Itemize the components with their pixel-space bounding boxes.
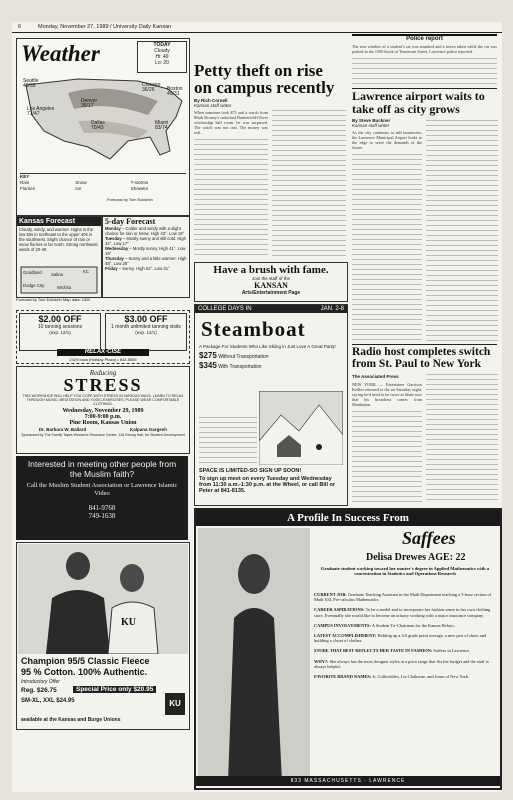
muslim-phone-1: 841-9768 xyxy=(88,504,116,512)
fleece-title: Champion 95/5 Classic Fleece xyxy=(21,656,150,666)
page-number: 6 xyxy=(18,24,22,30)
steamboat-price2: $345 With Transportation xyxy=(199,361,262,370)
profile-item: CAMPUS INVOLVEMENTS: A Student Tri-Chairman for the Kansas Relays. xyxy=(314,622,455,628)
ks-salina: Salina xyxy=(51,272,63,277)
brush-line3: Arts/Entertainment Page xyxy=(241,290,301,296)
weather-credit: Forecast by Tom Eckstein xyxy=(107,197,153,202)
fleece-footer: available at the Kansas and Burge Unions xyxy=(21,717,121,723)
today-high: Hi: 49 xyxy=(155,54,169,60)
sweatshirt-logo: KU xyxy=(121,617,136,628)
key-tstorms: T-storms xyxy=(130,180,149,185)
coupon-1-detail: 10 tanning sessions xyxy=(37,324,83,330)
steamboat-price1: $275 Without Transportation xyxy=(199,351,269,360)
steamboat-info: To sign up meet on every Tuesday and Wednesday from 11:30 a.m.-1:30 p.m. at the Wheel, or call Bill or Peter at 841-8135. xyxy=(199,476,336,494)
city-los-angeles: Los Angeles 71/47 xyxy=(27,106,55,117)
key-flurries: Flurries xyxy=(20,186,36,191)
model-2-sweatshirt xyxy=(108,602,158,654)
tanning-coupon-ad xyxy=(16,310,190,364)
page-header xyxy=(12,22,502,33)
saffees-profile-ad xyxy=(194,508,502,790)
steamboat-banner: COLLEGE DAYS IN JAN. 2-8 xyxy=(195,305,347,313)
radio-divider xyxy=(352,344,497,345)
ku-badge: KU xyxy=(165,693,185,715)
model-dress xyxy=(228,608,282,782)
forecast-day: Wednesday – Mostly sunny. High 41°. Low 19° xyxy=(105,246,186,256)
coupon-2-offer: $3.00 OFF xyxy=(124,314,168,324)
stress-date: Wednesday, November 29, 1989 xyxy=(62,407,144,414)
stress-time: 7:00-9:00 p.m. xyxy=(84,413,122,420)
coupon-2-detail: 1 month unlimited tanning visits xyxy=(111,324,181,330)
fleece-special: Introductory Offer xyxy=(21,679,60,685)
five-day-list xyxy=(103,226,189,271)
kansas-forecast-title: Kansas Forecast xyxy=(17,217,101,226)
kansas-forecast-text: Cloudy, windy, and warmer. Highs in the low 50s in northeast to the upper 40s in the southwest. Slight chance of rain or snow flurries in far north. Strong northwest winds of 20-40. xyxy=(19,227,98,252)
airport-byline: By Steve Buckner Kansan staff writer xyxy=(352,118,391,128)
profile-item: STORE THAT BEST REFLECTS HER TASTE IN FASHION: Saffees in Lawrence. xyxy=(314,648,471,654)
city-seattle: Seattle 46/33 xyxy=(23,78,39,89)
saffees-address: 833 MASSACHUSETTS · LAWRENCE xyxy=(196,776,500,786)
fleece-sale-price: Special Price only $20.95 xyxy=(73,686,156,693)
profile-photo xyxy=(198,528,310,782)
muslim-body: Call the Muslim Student Association or Lawrence Islamic Video xyxy=(26,482,178,497)
profile-name: Delisa Drewes xyxy=(366,552,427,563)
kansas-forecast xyxy=(16,216,102,298)
stress-hosts xyxy=(17,427,189,432)
forecast-day: Thursday – Sunny and a little warmer. High 48°. Low 28° xyxy=(105,256,187,266)
dateline: Monday, November 27, 1989 / University Daily Kansan xyxy=(38,24,172,30)
ks-goodland: Goodland xyxy=(23,270,42,275)
key-legend xyxy=(20,180,186,192)
kansan-staff-ad xyxy=(194,262,348,302)
steamboat-ad xyxy=(194,304,348,506)
muslim-student-ad xyxy=(16,456,188,540)
stress-sponsor: Sponsored by The Family Tapes Women's Resource Center, 118 Strong Hall, for Student Development xyxy=(21,432,185,437)
brush-paper: KANSAN xyxy=(254,281,288,290)
steamboat-name: Steamboat xyxy=(201,317,306,341)
petty-byline: By Rich Cornell Kansan staff writer xyxy=(194,98,232,108)
petty-lede: When someone took $75 and a watch from Mark Droney's unlocked Burkenfeld-Oliver scholarship hall room, he was surprised. The watch was not real. The money was real. xyxy=(194,110,268,135)
city-denver: Denver 35/17 xyxy=(81,98,98,109)
city-miami: Miami 83/74 xyxy=(155,120,169,131)
brush-title: Have a brush with fame. xyxy=(213,264,329,276)
stress-big: STRESS xyxy=(63,375,143,395)
stress-workshop-ad xyxy=(16,366,190,454)
profile-details xyxy=(314,592,496,684)
profile-item: CAREER ASPIRATIONS: To be a model and to incorporate her fashion sense in her own clothing store. Eventually she would like to become an actuary working with a major insurance company. xyxy=(314,607,491,618)
relaxcise-logo: RELAX·CISE xyxy=(57,349,149,356)
steamboat-tagline: A Package For Students Who Like Skiing in Just Love A Great Party! xyxy=(199,344,336,349)
saffees-banner: A Profile In Success From xyxy=(196,510,500,526)
coupon-2[interactable] xyxy=(105,313,187,351)
profile-item: FAVORITE BRAND NAMES: Jr. Collectibles, Liz Claiborne, and Jones of New York. xyxy=(314,674,470,680)
muslim-phone-2: 749-1638 xyxy=(88,512,116,520)
steamboat-signup: SPACE IS LIMITED-SO SIGN UP SOON! xyxy=(199,468,302,474)
petty-theft-headline: Petty theft on rise on campus recently xyxy=(194,61,335,97)
radio-lede: NEW YORK — Entertainer Garrison Keillor returned to the air Saturday night, saying he'd need to be twice as blunt now that his broadcast comes from Manhattan. xyxy=(352,382,422,407)
key-ice: Ice xyxy=(75,186,82,191)
coupon-1-offer: $2.00 OFF xyxy=(38,314,82,324)
profile-item: WHY?: She always has the most designer styles at a price range that fits her budget and the staff is always helpful. xyxy=(314,658,489,669)
profile-age: AGE: 22 xyxy=(428,552,466,563)
coupon-1-exp: (exp. 12/1) xyxy=(49,330,71,335)
model-1-head xyxy=(66,552,90,580)
skier-figure xyxy=(316,444,322,450)
key-showers: Showers xyxy=(130,186,149,191)
today-low: Lo: 20 xyxy=(155,60,169,66)
stress-small: Reducing xyxy=(89,369,117,377)
champion-fleece-ad xyxy=(16,542,190,730)
weather-box xyxy=(16,38,190,216)
airport-article xyxy=(352,130,422,342)
police-report-text: The rear window of a student's car was smashed and a stereo taken while the car was parked in the 1500 block of Tennessee Street, Lawrence police reported. xyxy=(352,44,497,54)
police-report-column xyxy=(352,44,497,86)
city-boston: Boston 40/31 xyxy=(167,86,183,97)
ks-dodge-city: Dodge City xyxy=(23,283,45,288)
radio-byline: The Associated Press xyxy=(352,374,399,379)
profile-name-line xyxy=(366,552,466,563)
forecast-day: Monday – Colder and windy with a slight chance for rain or snow. High 43°. Low 19° xyxy=(105,226,185,236)
model-head xyxy=(238,554,270,594)
fleece-photo xyxy=(18,544,188,654)
radio-article-col2 xyxy=(426,372,498,502)
muslim-title: Interested in meeting other people from the Muslim faith? xyxy=(27,459,177,479)
stress-host-2: Kalpana Gargesh xyxy=(130,426,168,432)
profile-item: LATEST ACCOMPLISHMENT: Holding up a 4.0 grade point average, a new pair of shoes and building a closet of clothes. xyxy=(314,633,487,644)
forecast-day: Tuesday – Mostly sunny and still cold. High 32°. Low 17° xyxy=(105,236,186,246)
weather-footer: Forecast by Tom Eckstein Map data: UDK xyxy=(16,297,91,302)
city-chicago: Chicago 36/26 xyxy=(142,82,161,93)
ks-kc: KC xyxy=(83,269,89,274)
radio-headline: Radio host completes switch from St. Paul to New York xyxy=(352,346,491,370)
petty-article-col2 xyxy=(272,108,346,260)
radio-article xyxy=(352,382,422,502)
petty-body-text xyxy=(194,137,268,257)
forecast-day: Friday – Sunny. High 52°. Low 31° xyxy=(105,266,170,271)
key-rain: Rain xyxy=(20,180,30,185)
relaxcise-address: 2429 Iowa (Holiday Plaza) • 842-5555 xyxy=(69,357,137,362)
saffees-logo: Saffees xyxy=(402,528,456,548)
profile-intro: Graduate student working toward her master's degree in Applied Mathematics with a concentration in Statistics and Operations Research xyxy=(320,566,490,577)
fleece-reg-price: Reg. $26.75 xyxy=(21,687,57,694)
airport-article-col2 xyxy=(426,118,498,342)
key-snow: Snow xyxy=(75,180,87,185)
steamboat-dates: JAN. 2-8 xyxy=(320,306,344,312)
ks-wichita: Wichita xyxy=(57,285,72,290)
airport-lede: As the city continues to add businesses, the Lawrence Municipal Airport looks to the edge to serve the demands of the future. xyxy=(352,130,422,150)
petty-article xyxy=(194,110,268,260)
coupon-2-exp: (exp. 12/1) xyxy=(135,330,157,335)
stress-sub: THIS WORKSHOP WILL HELP YOU COPE WITH STRESS IN VARIOUS WAYS. LEARN TO RELAX THROUGH MUSIC, MEDITATION AND YOGIC EXERCISES. PLEASE WEAR COMFORTABLE CLOTHING. xyxy=(22,394,184,407)
five-day-title: 5-day Forecast xyxy=(105,217,156,226)
stress-place: Pine Room, Kansas Union xyxy=(69,419,137,426)
profile-item: CURRENT JOB: Graduate Teaching Assistant in the Math Department teaching a 5-hour section of Math 104, Pre-calculus Mathematics xyxy=(314,592,492,603)
today-box xyxy=(137,41,187,73)
five-day-forecast xyxy=(102,216,190,298)
today-label: TODAY xyxy=(153,42,171,48)
airport-headline: Lawrence airport waits to take off as city grows xyxy=(352,89,485,116)
steamboat-fineprint xyxy=(199,415,257,467)
newspaper-page xyxy=(12,22,502,792)
stress-host-1: Dr. Barbara W. Ballard xyxy=(38,426,87,432)
weather-title: Weather xyxy=(21,41,100,66)
coupon-1[interactable] xyxy=(19,313,101,351)
section-label-police: Police report xyxy=(352,34,497,44)
fleece-sizes: SM-XL, XXL $24.95 xyxy=(21,698,75,704)
skier-illustration xyxy=(259,391,343,465)
model-1-sweatshirt xyxy=(46,590,110,654)
city-dallas: Dallas 70/43 xyxy=(91,120,105,131)
today-desc: Cloudy xyxy=(154,48,170,54)
key-title: KEY xyxy=(20,174,30,179)
fleece-sub: 95 % Cotton. 100% Authentic. xyxy=(21,667,148,677)
weather-key xyxy=(20,173,186,196)
model-2-head xyxy=(120,564,144,592)
brush-line2: Join the staff of the xyxy=(252,276,290,281)
